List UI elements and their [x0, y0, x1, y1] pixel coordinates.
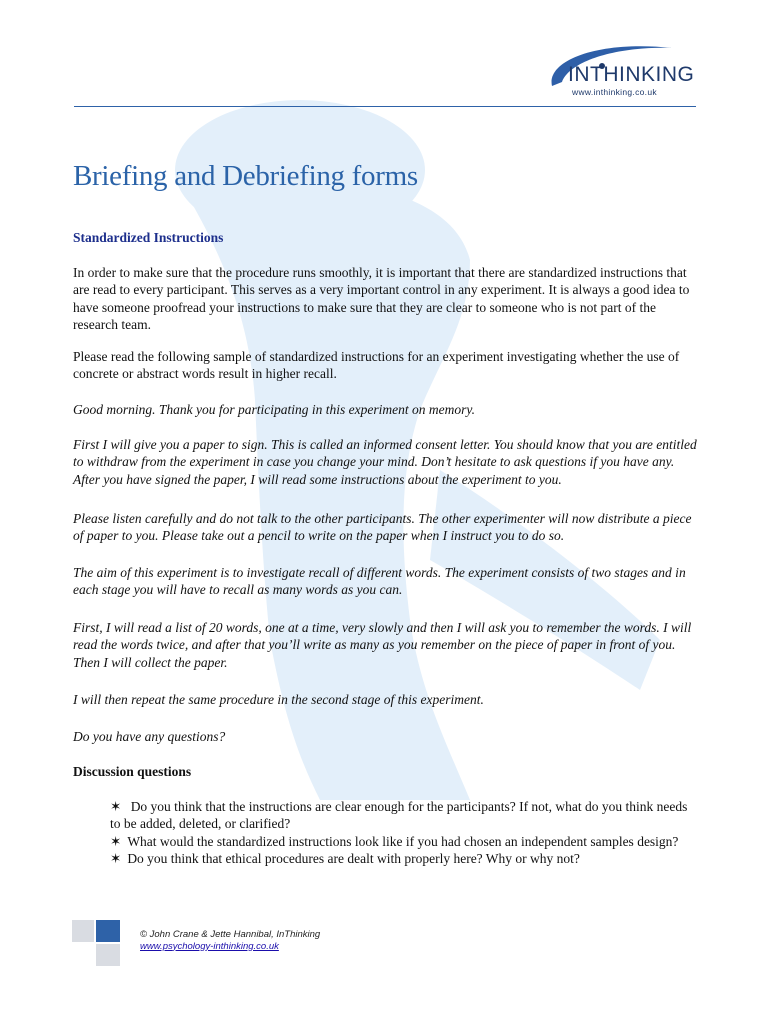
star-bullet-icon: ✶: [110, 850, 122, 866]
discussion-question: Do you think that the instructions are clear enough for the participants? If not, what do you think needs to be added, deleted, or clarified?: [110, 799, 688, 832]
instruction-questions: Do you have any questions?: [73, 729, 226, 744]
footer-squares-logo: [72, 920, 126, 968]
intro-paragraph: In order to make sure that the procedure runs smoothly, it is important that there are standardized instructions that are read to every participant. This serves as a very important control in any experiment. It is always a good idea to have someone proofread your instructions to make sure that they are clear to someone who is not part of the research team.: [73, 265, 690, 332]
logo-url: www.inthinking.co.uk: [572, 87, 657, 97]
section-heading: Standardized Instructions: [73, 230, 224, 245]
instruction-listen: Please listen carefully and do not talk to the other participants. The other experimenter will now distribute a piece of paper to you. Please take out a pencil to write on the paper when I instruct you to do so.: [73, 511, 692, 544]
page-title: Briefing and Debriefing forms: [73, 160, 418, 192]
footer-link[interactable]: www.psychology-inthinking.co.uk: [140, 940, 279, 952]
footer-square-light: [96, 944, 120, 966]
inthinking-logo[interactable]: [540, 38, 695, 102]
footer-square-dark: [96, 920, 120, 942]
discussion-heading: Discussion questions: [73, 764, 192, 779]
star-bullet-icon: ✶: [110, 799, 122, 814]
list-item: [110, 833, 695, 850]
instruction-procedure: First, I will read a list of 20 words, one at a time, very slowly and then I will ask you to remember the words. I will read the words twice, and after that you’ll write as many as you remember on the piece of paper in front of you. Then I will collect the paper.: [73, 620, 692, 670]
star-bullet-icon: ✶: [110, 833, 122, 849]
header-divider: [74, 106, 696, 107]
footer-copyright: © John Crane & Jette Hannibal, InThinking: [140, 929, 321, 940]
logo-wordmark: INTHINKING: [568, 63, 695, 86]
discussion-list: [110, 798, 695, 867]
instruction-repeat: I will then repeat the same procedure in the second stage of this experiment.: [73, 692, 484, 707]
instruction-consent: First I will give you a paper to sign. This is called an informed consent letter. You should know that you are entitled to withdraw from the experiment in case you change your mind. Don’t hesitate to ask questions if you have any. After you have signed the paper, I will read some instructions about the experiment to you.: [73, 437, 697, 487]
sample-intro-paragraph: Please read the following sample of standardized instructions for an experiment investigating whether the use of concrete or abstract words result in higher recall.: [73, 349, 680, 382]
instruction-greeting: Good morning. Thank you for participating in this experiment on memory.: [73, 402, 475, 417]
discussion-question: Do you think that ethical procedures are dealt with properly here? Why or why not?: [127, 850, 580, 866]
footer: [140, 929, 320, 952]
footer-square-light: [72, 920, 94, 942]
discussion-question: What would the standardized instructions look like if you had chosen an independent samples design?: [127, 833, 679, 849]
instruction-aim: The aim of this experiment is to investigate recall of different words. The experiment consists of two stages and in each stage you will have to recall as many words as you can.: [73, 565, 686, 598]
list-item: [110, 798, 695, 833]
list-item: [110, 850, 695, 867]
